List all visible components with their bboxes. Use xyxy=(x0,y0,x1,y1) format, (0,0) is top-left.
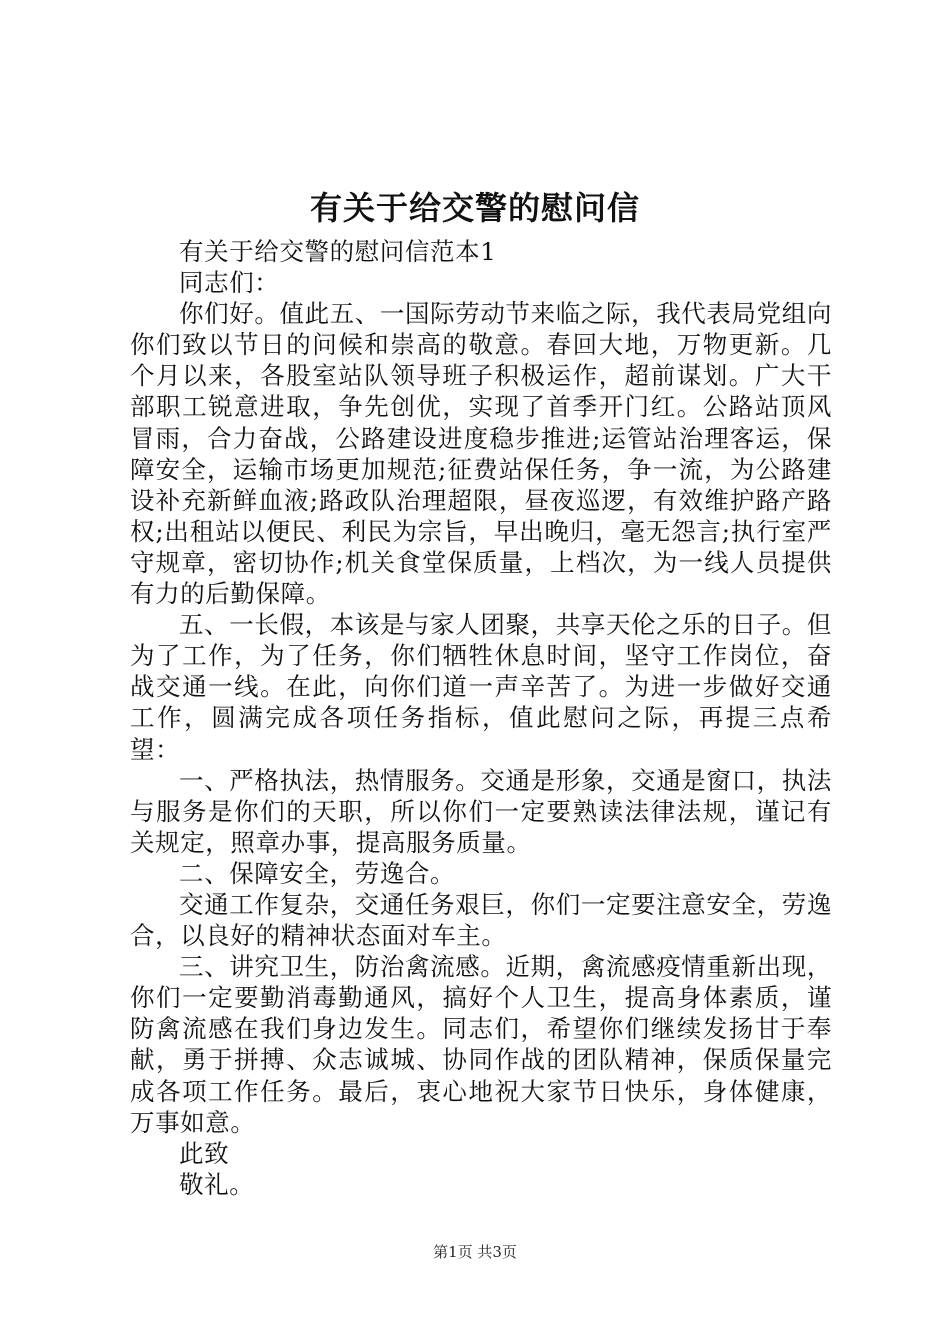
body-paragraph: 三、讲究卫生，防治禽流感。近期，禽流感疫情重新出现，你们一定要勤消毒勤通风，搞好个人卫生，提高身体素质，谨防禽流感在我们身边发生。同志们，希望你们继续发扬甘于奉献，勇于拼搏、众志诚城、协同作战的团队精神，保质保量完成各项工作任务。最后，衷心地祝大家节日快乐，身体健康，万事如意。 xyxy=(130,952,832,1137)
page-number-footer: 第1页 共3页 xyxy=(433,1243,517,1261)
body-paragraph: 你们好。值此五、一国际劳动节来临之际，我代表局党组向你们致以节日的问候和崇高的敬意。春回大地，万物更新。几个月以来，各股室站队领导班子积极运作，超前谋划。广大干部职工锐意进取，争先创优，实现了首季开门红。公路站顶风冒雨，合力奋战，公路建设进度稳步推进;运管站治理客运，保障安全，运输市场更加规范;征费站保任务，争一流，为公路建设补充新鲜血液;路政队治理超限，昼夜巡逻，有效维护路产路权;出租站以便民、利民为宗旨，早出晚归，毫无怨言;执行室严守规章，密切协作;机关食堂保质量，上档次，为一线人员提供有力的后勤保障。 xyxy=(130,299,832,609)
document-title: 有关于给交警的慰问信 xyxy=(309,189,640,227)
body-paragraph: 一、严格执法，热情服务。交通是形象，交通是窗口，执法与服务是你们的天职，所以你们一定要熟读法律法规，谨记有关规定，照章办事，提高服务质量。 xyxy=(130,765,832,857)
body-paragraph: 二、保障安全，劳逸合。 xyxy=(179,858,456,888)
subtitle-paragraph: 有关于给交警的慰问信范本1 xyxy=(179,237,497,266)
body-paragraph: 交通工作复杂，交通任务艰巨，你们一定要注意安全，劳逸合，以良好的精神状态面对车主。 xyxy=(130,889,832,951)
closing-paragraph: 此致 xyxy=(179,1138,230,1168)
document-body xyxy=(130,236,832,1200)
salutation-paragraph: 同志们： xyxy=(179,268,280,298)
closing-paragraph: 敬礼。 xyxy=(179,1169,255,1199)
body-paragraph: 五、一长假，本该是与家人团聚，共享天伦之乐的日子。但为了工作，为了任务，你们牺牲休息时间，坚守工作岗位，奋战交通一线。在此，向你们道一声辛苦了。为进一步做好交通工作，圆满完成各项任务指标，值此慰问之际，再提三点希望： xyxy=(130,610,832,764)
